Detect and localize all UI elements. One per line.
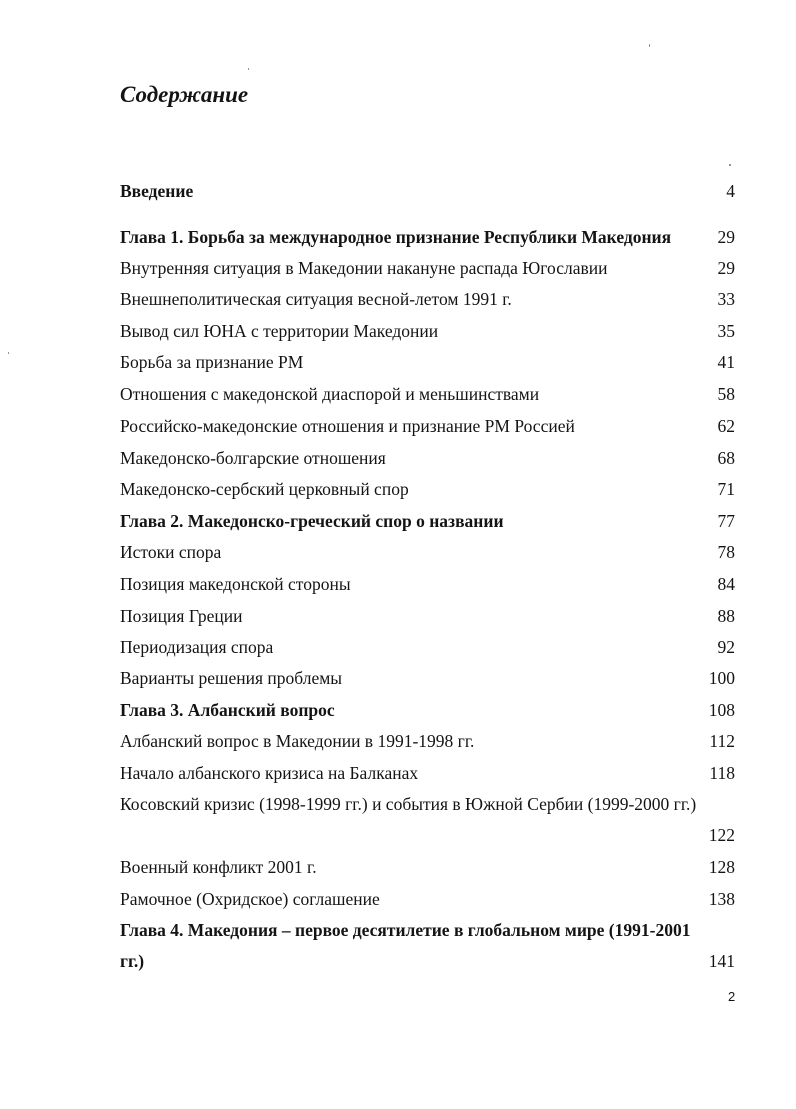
toc-entry-title: Глава 1. Борьба за международное признание Республики Македония <box>120 227 672 247</box>
toc-entry-page: 41 <box>717 352 735 372</box>
toc-entry-page: 112 <box>709 731 735 751</box>
toc-entry-page: 4 <box>726 181 735 201</box>
toc-entry-page: 84 <box>717 574 735 594</box>
toc-entry-page: 118 <box>709 763 735 783</box>
toc-chapter <box>120 225 735 249</box>
scan-speck <box>649 44 650 47</box>
toc-chapter <box>120 509 735 533</box>
toc-entry-title: Внутренняя ситуация в Македонии накануне распада Югославии <box>120 258 608 278</box>
toc-entry-page: 29 <box>717 227 735 247</box>
toc-entry <box>120 855 735 879</box>
toc-entry-title: Позиция Греции <box>120 606 243 626</box>
scan-speck <box>729 164 731 166</box>
toc-entry-page: 100 <box>708 668 735 688</box>
toc-entry-title: Глава 2. Македонско-греческий спор о названии <box>120 511 504 531</box>
toc-entry <box>120 179 735 203</box>
toc-entry-title: Рамочное (Охридское) соглашение <box>120 889 380 909</box>
toc-entry-page: 62 <box>717 416 735 436</box>
toc-entry <box>120 572 735 596</box>
page-number: 2 <box>728 989 736 1004</box>
toc-entry <box>120 256 735 280</box>
toc-entry-page: 33 <box>717 289 735 309</box>
toc-entry-title: Отношения с македонской диаспорой и меньшинствами <box>120 384 540 404</box>
toc-entry-title: Российско-македонские отношения и признание РМ Россией <box>120 416 575 436</box>
toc-entry-page: 58 <box>717 384 735 404</box>
toc-entry <box>120 350 735 374</box>
toc-entry <box>120 477 735 501</box>
toc-entry-page: 77 <box>717 511 735 531</box>
scan-speck <box>8 352 9 354</box>
toc-entry-title: Внешнеполитическая ситуация весной-летом 1991 г. <box>120 289 512 309</box>
toc-entry <box>120 887 735 911</box>
toc-entry-title: Вывод сил ЮНА с территории Македонии <box>120 321 439 341</box>
toc-entry <box>120 666 735 690</box>
toc-entry-page: 35 <box>717 321 735 341</box>
toc-chapter <box>120 698 735 722</box>
toc-entry-title: Глава 3. Албанский вопрос <box>120 700 335 720</box>
toc-entry-title: Македонско-сербский церковный спор <box>120 479 409 499</box>
toc-entry-title: Албанский вопрос в Македонии в 1991-1998 гг. <box>120 731 475 751</box>
toc-entry-page: 108 <box>708 700 735 720</box>
toc-entry-page: 92 <box>717 637 735 657</box>
toc-entry <box>120 414 735 438</box>
toc-chapter-title-line1: Глава 4. Македония – первое десятилетие в глобальном мире (1991-2001 <box>120 920 691 940</box>
toc-entry <box>120 446 735 470</box>
toc-chapter-title-line2: гг.) <box>120 951 145 971</box>
toc-entry-title: Начало албанского кризиса на Балканах <box>120 763 419 783</box>
toc-entry-title: Военный конфликт 2001 г. <box>120 857 317 877</box>
toc-entry-page: 138 <box>708 889 735 909</box>
toc-entry <box>120 382 735 406</box>
toc-entry <box>120 287 735 311</box>
toc-entry <box>120 761 735 785</box>
toc-entry-page: 128 <box>708 857 735 877</box>
toc-entry-title: Македонско-болгарские отношения <box>120 448 386 468</box>
toc-entry <box>120 540 735 564</box>
toc-entry-title: Борьба за признание РМ <box>120 352 304 372</box>
toc-entry <box>120 604 735 628</box>
toc-entry-title: Истоки спора <box>120 542 222 562</box>
toc-entry-page: 88 <box>717 606 735 626</box>
toc-entry-title: Позиция македонской стороны <box>120 574 351 594</box>
toc-entry-page: 68 <box>717 448 735 468</box>
toc-entry-title: Периодизация спора <box>120 637 274 657</box>
toc-entry-page: 122 <box>708 825 735 845</box>
toc-entry-title: Косовский кризис (1998-1999 гг.) и события в Южной Сербии (1999-2000 гг.) <box>120 794 697 814</box>
page-title: Содержание <box>120 82 249 107</box>
toc-entry-page: 71 <box>717 479 735 499</box>
toc-entry-title: Варианты решения проблемы <box>120 668 343 688</box>
toc-entry-page: 141 <box>708 951 735 971</box>
toc-chapter <box>120 949 735 973</box>
toc-entry-page: 78 <box>717 542 735 562</box>
toc-entry-title: Введение <box>120 181 194 201</box>
toc-entry-page: 29 <box>717 258 735 278</box>
toc-entry <box>120 729 735 753</box>
toc-entry <box>120 319 735 343</box>
toc-entry <box>120 635 735 659</box>
scan-speck <box>248 68 249 70</box>
